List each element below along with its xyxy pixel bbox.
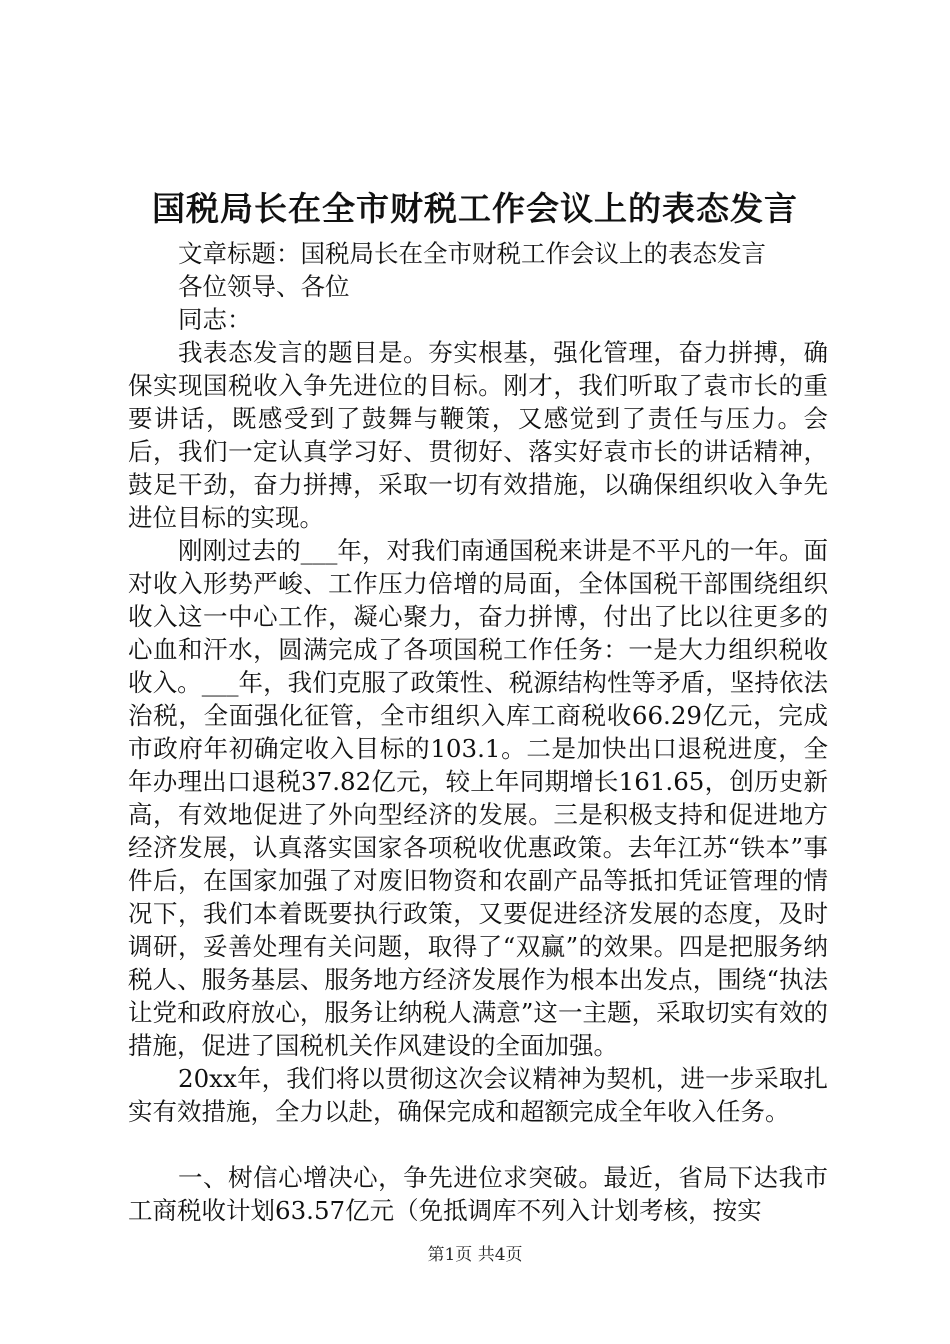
document-title: 国税局长在全市财税工作会议上的表态发言 <box>152 189 798 228</box>
page-indicator: 第1页 共4页 <box>427 1245 523 1265</box>
salutation-line-1: 各位领导、各位 <box>178 272 350 301</box>
document-body <box>128 237 828 1227</box>
paragraph-section-one: 一、树信心增决心，争先进位求突破。最近，省局下达我市工商税收计划63.57亿元（免抵调库不列入计划考核，按实 <box>128 1163 828 1225</box>
paragraph-review: 刚刚过去的___年，对我们南通国税来讲是不平凡的一年。面对收入形势严峻、工作压力倍增的局面，全体国税干部围绕组织收入这一中心工作，凝心聚力，奋力拼博，付出了比以往更多的心血和汗水，圆满完成了各项国税工作任务：一是大力组织税收收入。___年，我们克服了政策性、税源结构性等矛盾，坚持依法治税，全面强化征管，全市组织入库工商税收66.29亿元，完成市政府年初确定收入目标的103.1。二是加快出口退税进度，全年办理出口退税37.82亿元，较上年同期增长161.65，创历史新高，有效地促进了外向型经济的发展。三是积极支持和促进地方经济发展，认真落实国家各项税收优惠政策。去年江苏“铁本”事件后，在国家加强了对废旧物资和农副产品等抵扣凭证管理的情况下，我们本着既要执行政策，又要促进经济发展的态度，及时调研，妥善处理有关问题，取得了“双赢”的效果。四是把服务纳税人、服务基层、服务地方经济发展作为根本出发点，围绕“执法让党和政府放心，服务让纳税人满意”这一主题，采取切实有效的措施，促进了国税机关作风建设的全面加强。 <box>128 536 828 1060</box>
salutation-line-2: 同志： <box>178 305 252 334</box>
paragraph-outlook: 20xx年，我们将以贯彻这次会议精神为契机，进一步采取扎实有效措施，全力以赴，确保完成和超额完成全年收入任务。 <box>128 1064 828 1126</box>
article-title-line: 文章标题：国税局长在全市财税工作会议上的表态发言 <box>178 239 766 268</box>
paragraph-intro: 我表态发言的题目是。夯实根基，强化管理，奋力拼搏，确保实现国税收入争先进位的目标。刚才，我们听取了袁市长的重要讲话，既感受到了鼓舞与鞭策，又感觉到了责任与压力。会后，我们一定认真学习好、贯彻好、落实好袁市长的讲话精神，鼓足干劲，奋力拼搏，采取一切有效措施，以确保组织收入争先进位目标的实现。 <box>128 338 828 532</box>
